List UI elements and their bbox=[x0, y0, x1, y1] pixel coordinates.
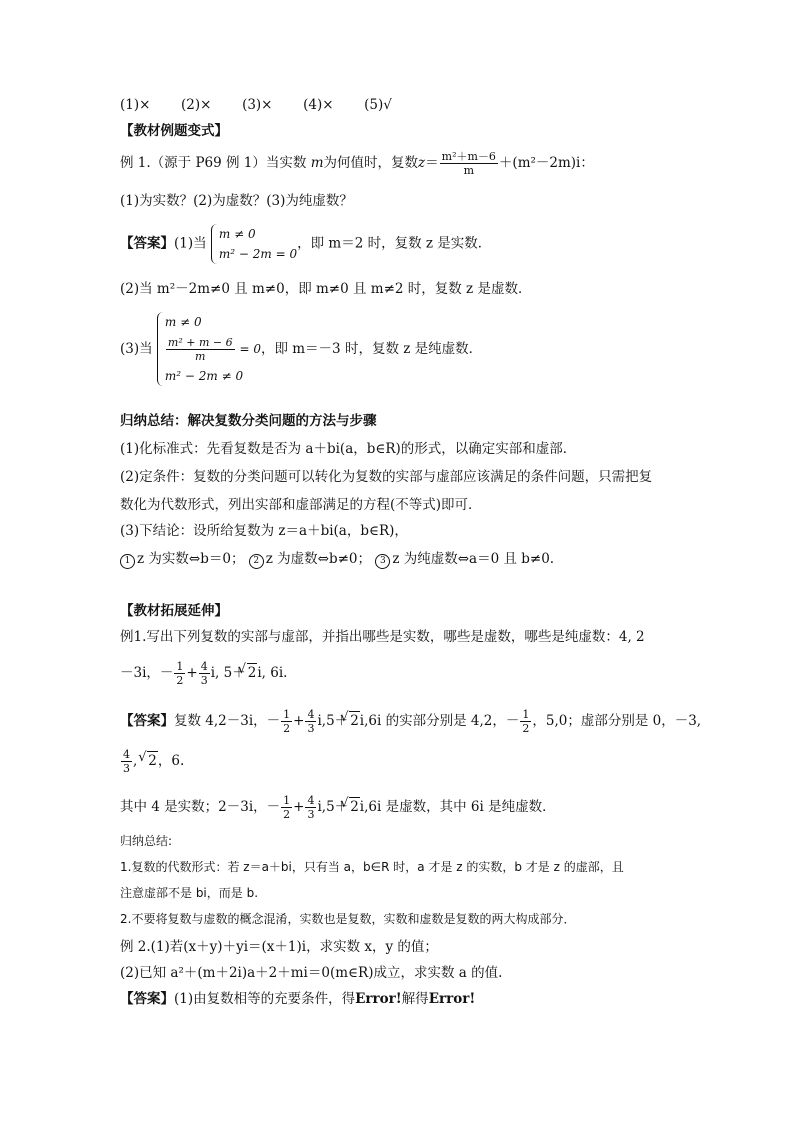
error-text: Error! bbox=[355, 991, 402, 1007]
sqrt-symbol bbox=[147, 751, 158, 770]
example2-answer-line2: $\frac{4}{3}$ ,√ 2，6. bbox=[120, 748, 184, 775]
fraction-numerator: m² + m − 6 bbox=[167, 336, 233, 349]
example3-answer bbox=[120, 990, 475, 1008]
example2-line2-a: －3i，－ bbox=[120, 665, 174, 681]
answer-text: i,6i 的实部分别是 4,2，－ bbox=[359, 713, 520, 729]
fraction-numerator: 4 bbox=[307, 794, 315, 807]
answer-item-1: (1)× bbox=[120, 97, 151, 113]
system-row bbox=[165, 332, 261, 366]
brace-icon bbox=[211, 224, 218, 264]
fraction-numerator: 1 bbox=[522, 708, 530, 721]
brace-icon bbox=[157, 312, 164, 386]
summary2-p2: 2.不要将复数与虚数的概念混淆，实数也是复数，实数和虚数是复数的两大构成部分． bbox=[120, 912, 576, 926]
sqrt-symbol bbox=[349, 797, 360, 816]
section-title-extension: 【教材拓展延伸】 bbox=[120, 603, 228, 619]
circled-number-3: 3 bbox=[375, 554, 390, 569]
system-row: m ≠ 0 bbox=[218, 227, 256, 241]
fraction-denominator: 2 bbox=[522, 722, 530, 735]
example2-line2 bbox=[120, 660, 287, 687]
fraction-denominator: 2 bbox=[176, 674, 184, 687]
section-title-textbook-example: 【教材例题变式】 bbox=[120, 123, 228, 139]
circled-number-1: 1 bbox=[120, 554, 135, 569]
answer-text: (1)由复数相等的充要条件，得 bbox=[174, 991, 356, 1007]
sqrt-symbol bbox=[349, 711, 360, 730]
answer-text: 其中 4 是实数；2－3i，－ bbox=[120, 799, 281, 815]
sqrt-radicand: 2 bbox=[148, 753, 157, 769]
fraction-denominator: 2 bbox=[283, 722, 291, 735]
fraction-numerator: 1 bbox=[283, 708, 291, 721]
plus-sign: + bbox=[186, 665, 198, 681]
summary1-p1: (1)化标准式：先看复数是否为 a＋bi(a，b∈R)的形式，以确定实部和虚部． bbox=[120, 441, 577, 457]
fraction-numerator: 4 bbox=[123, 748, 130, 761]
example1-answer-2: (2)当 m²－2m≠0 且 m≠0，即 m≠0 且 m≠2 时，复数 z 是虚数． bbox=[120, 281, 532, 297]
answer-item-4: (4)× bbox=[303, 97, 334, 113]
fraction-numerator: m²＋m－6 bbox=[441, 150, 496, 163]
plus-sign: + bbox=[293, 713, 305, 729]
example1-question: 例 1.（源于 P69 例 1）当实数 m为何值时，复数z＝ $\frac{\text{m²＋m－6}}{m}$ ＋(m²－2m)i： bbox=[120, 150, 594, 177]
sqrt-radicand: 2 bbox=[247, 665, 257, 681]
example2-line2-c: i, 6i. bbox=[257, 665, 288, 681]
summary1-conclusions bbox=[120, 550, 554, 569]
answer-item-3: (3)× bbox=[242, 97, 273, 113]
system-row: m² − 2m ≠ 0 bbox=[164, 369, 244, 383]
answer-text: ，6. bbox=[157, 753, 185, 769]
fraction-denominator: 2 bbox=[283, 808, 291, 821]
answer3-prefix: (3)当 bbox=[120, 341, 153, 357]
system-row: m² − 2m = 0 bbox=[218, 247, 298, 261]
conclusion-1: z 为实数⇔b＝0； bbox=[137, 551, 245, 567]
equation-system-1 bbox=[211, 224, 297, 264]
answer-text: i,6i 是虚数，其中 6i 是纯虚数． bbox=[359, 799, 556, 815]
example3-line2: (2)已知 a²＋(m＋2i)a＋2＋mi＝0(m∈R)成立，求实数 a 的值. bbox=[120, 965, 503, 981]
conclusion-2: z 为虚数⇔b≠0； bbox=[265, 551, 372, 567]
fraction-denominator: m bbox=[195, 350, 206, 363]
answer1-prefix: (1)当 bbox=[174, 235, 207, 252]
example2-answer-line3 bbox=[120, 794, 556, 821]
answer3-suffix: ，即 m＝－3 时，复数 z 是纯虚数． bbox=[260, 341, 483, 357]
sqrt-radicand: 2 bbox=[350, 799, 359, 815]
summary2-title: 归纳总结: bbox=[120, 834, 173, 848]
fraction-denominator: 3 bbox=[307, 808, 315, 821]
fraction-denominator: m bbox=[463, 164, 474, 177]
example2-answer-line1 bbox=[120, 708, 701, 735]
example1-fraction bbox=[440, 150, 498, 177]
equation-system-2 bbox=[157, 312, 261, 386]
plus-sign: + bbox=[293, 799, 305, 815]
summary1-title: 归纳总结：解决复数分类问题的方法与步骤 bbox=[120, 413, 377, 429]
answer-text: i,5＋ bbox=[317, 713, 349, 729]
answers-line bbox=[120, 96, 392, 114]
summary1-p2b: 数化为代数形式，列出实部和虚部满足的方程(不等式)即可． bbox=[120, 497, 482, 513]
answer-text: ，5,0；虚部分别是 0，－3, bbox=[532, 713, 702, 729]
example3-line1: 例 2.(1)若(x＋y)＋yi＝(x＋1)i，求实数 x，y 的值； bbox=[120, 939, 438, 955]
example1-prefix: 例 1.（源于 P69 例 1）当实数 bbox=[120, 155, 307, 171]
answer1-suffix: ，即 m＝2 时，复数 z 是实数． bbox=[297, 235, 492, 252]
circled-number-2: 2 bbox=[249, 554, 264, 569]
system-row: m ≠ 0 bbox=[164, 315, 202, 329]
fraction-denominator: 3 bbox=[307, 722, 315, 735]
summary2-p1a: 1.复数的代数形式：若 z＝a＋bi，只有当 a，b∈R 时，a 才是 z 的实数，b 才是 z 的虚部，且 bbox=[120, 860, 624, 874]
answer-text: i,5＋ bbox=[317, 799, 349, 815]
example2-line1: 例1.写出下列复数的实部与虚部，并指出哪些是实数，哪些是虚数，哪些是纯虚数：4, 2 bbox=[120, 629, 645, 645]
example1-suffix: ＋(m²－2m)i： bbox=[498, 155, 594, 171]
fraction-numerator: 4 bbox=[200, 660, 208, 673]
example2-line2-b: i, 5＋ bbox=[210, 665, 246, 681]
conclusion-3: z 为纯虚数⇔a＝0 且 b≠0. bbox=[392, 551, 555, 567]
example1-subquestions: (1)为实数？(2)为虚数？(3)为纯虚数？ bbox=[120, 193, 353, 209]
fraction-numerator: 1 bbox=[283, 794, 291, 807]
answer-label: 【答案】 bbox=[120, 991, 174, 1007]
sqrt-symbol bbox=[247, 663, 258, 682]
fraction-denominator: 3 bbox=[200, 674, 208, 687]
answer-text: 复数 4,2－3i，－ bbox=[174, 713, 281, 729]
answer-item-2: (2)× bbox=[181, 97, 212, 113]
answer-label: 【答案】 bbox=[120, 235, 174, 252]
example1-answer-3 bbox=[120, 312, 482, 386]
summary1-p3: (3)下结论：设所给复数为 z＝a＋bi(a，b∈R)， bbox=[120, 523, 408, 539]
fraction-denominator: 3 bbox=[123, 762, 130, 775]
sqrt-radicand: 2 bbox=[350, 713, 359, 729]
answer-text: 解得 bbox=[401, 991, 429, 1007]
system-row-tail: = 0 bbox=[239, 342, 261, 356]
example1-mid: 为何值时，复数 bbox=[323, 155, 419, 171]
example1-answer-1 bbox=[120, 224, 491, 264]
summary1-p2a: (2)定条件：复数的分类问题可以转化为复数的实部与虚部应该满足的条件问题，只需把复 bbox=[120, 469, 653, 485]
answer-item-5: (5)√ bbox=[364, 97, 392, 113]
answer-label: 【答案】 bbox=[120, 713, 174, 729]
fraction-numerator: 4 bbox=[307, 708, 315, 721]
summary2-p1b: 注意虚部不是 bi，而是 b. bbox=[120, 886, 259, 900]
error-text: Error! bbox=[428, 991, 476, 1007]
fraction-numerator: 1 bbox=[176, 660, 184, 673]
